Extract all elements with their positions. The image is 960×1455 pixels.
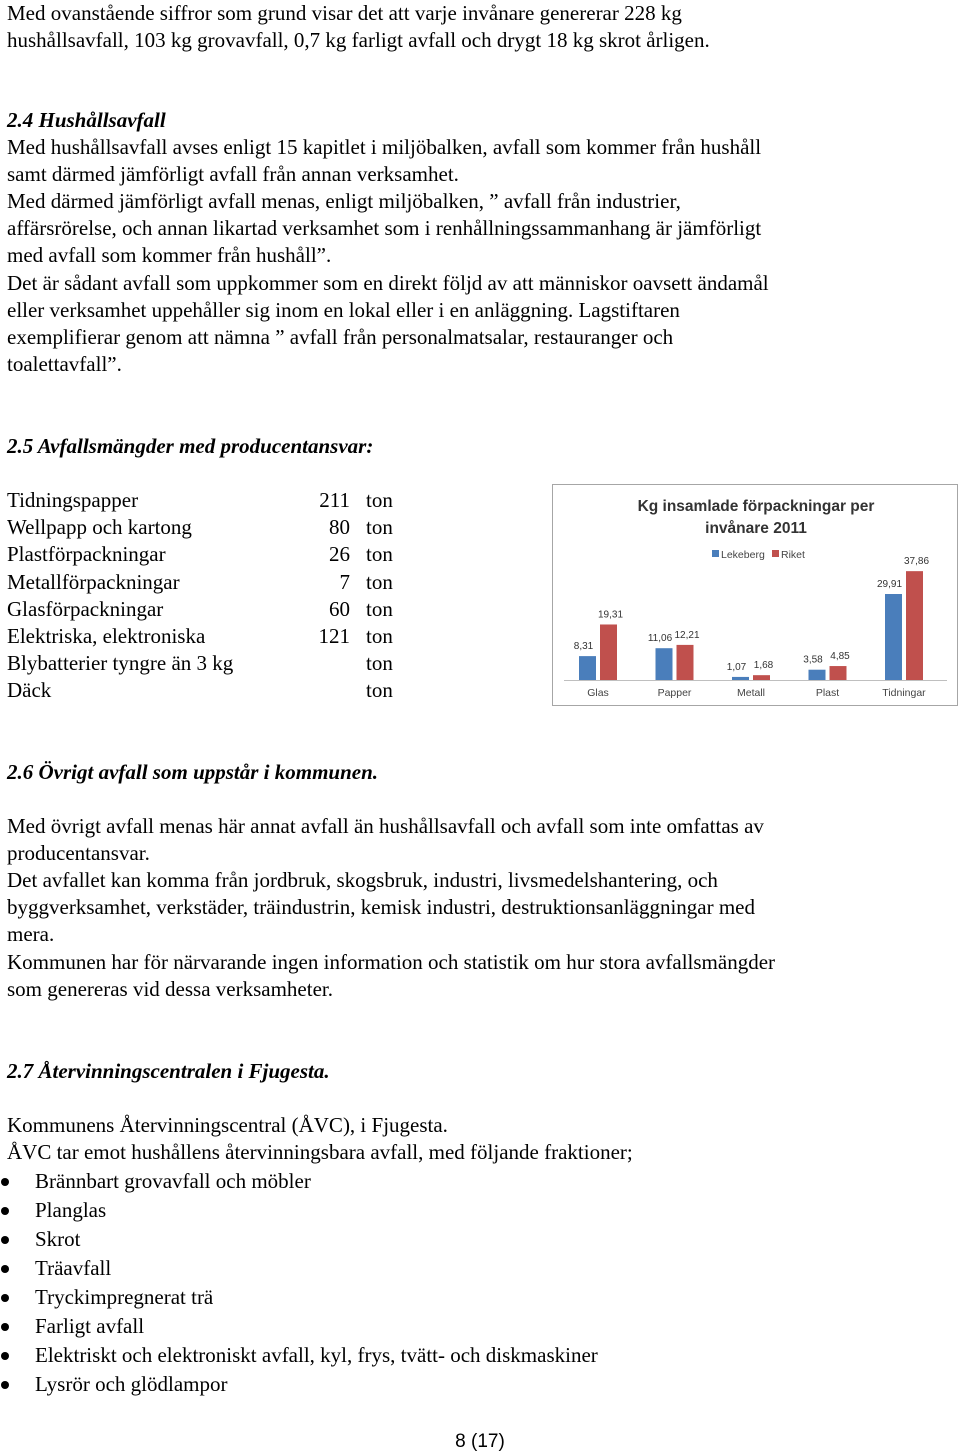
row-unit: ton bbox=[366, 570, 393, 594]
row-unit: ton bbox=[366, 515, 393, 539]
row-unit: ton bbox=[366, 597, 393, 621]
bullet-icon bbox=[1, 1381, 9, 1389]
category-label: Glas bbox=[587, 687, 609, 699]
heading-2-4: 2.4 Hushållsavfall bbox=[7, 108, 166, 132]
data-label: 29,91 bbox=[876, 579, 903, 591]
heading-2-5: 2.5 Avfallsmängder med producentansvar: bbox=[7, 434, 374, 458]
s27-line: ÅVC tar emot hushållens återvinningsbara avfall, med följande fraktioner; bbox=[7, 1140, 633, 1164]
bar-riket-plast bbox=[830, 666, 847, 680]
row-unit: ton bbox=[366, 624, 393, 648]
legend-swatch-lekeberg bbox=[712, 550, 719, 557]
table-row bbox=[7, 514, 407, 541]
row-value: 26 bbox=[329, 542, 350, 566]
legend-label-riket: Riket bbox=[781, 549, 805, 561]
s24-line: Med därmed jämförligt avfall menas, enligt miljöbalken, ” avfall från industrier, bbox=[7, 189, 681, 213]
s26-line: mera. bbox=[7, 922, 55, 946]
list-item-text: Farligt avfall bbox=[35, 1314, 145, 1338]
s26-line: producentansvar. bbox=[7, 841, 150, 865]
table-row bbox=[7, 596, 407, 623]
bar-lekeberg-papper bbox=[656, 648, 673, 680]
s24-line: med avfall som kommer från hushåll”. bbox=[7, 243, 332, 267]
bar-riket-papper bbox=[677, 645, 694, 680]
bullet-icon bbox=[1, 1265, 9, 1273]
table-row bbox=[7, 541, 407, 568]
row-name: Glasförpackningar bbox=[7, 597, 164, 621]
list-item-text: Tryckimpregnerat trä bbox=[35, 1285, 214, 1309]
s24-line: toalettavfall”. bbox=[7, 352, 122, 376]
data-label: 1,68 bbox=[753, 660, 774, 672]
category-label: Tidningar bbox=[882, 687, 926, 699]
list-item-text: Planglas bbox=[35, 1198, 107, 1222]
row-unit: ton bbox=[366, 678, 393, 702]
legend-label-lekeberg: Lekeberg bbox=[721, 549, 765, 561]
data-label: 12,21 bbox=[674, 629, 700, 641]
row-name: Däck bbox=[7, 678, 52, 702]
legend-swatch-riket bbox=[772, 550, 779, 557]
s24-line: eller verksamhet uppehåller sig inom en lokal eller i en anläggning. Lagstiftaren bbox=[7, 298, 680, 322]
bullet-icon bbox=[1, 1294, 9, 1302]
row-value: 7 bbox=[339, 570, 350, 594]
list-item-text: Skrot bbox=[35, 1227, 81, 1251]
heading-2-6: 2.6 Övrigt avfall som uppstår i kommunen. bbox=[7, 760, 379, 784]
data-label: 1,07 bbox=[726, 661, 747, 673]
row-value: 80 bbox=[329, 515, 350, 539]
page-number: 8 (17) bbox=[455, 1431, 505, 1452]
list-item-text: Brännbart grovavfall och möbler bbox=[35, 1169, 311, 1193]
bar-riket-tidningar bbox=[906, 571, 923, 680]
intro-line-1: Med ovanstående siffror som grund visar det att varje invånare genererar 228 kg bbox=[7, 1, 682, 25]
data-label: 11,06 bbox=[647, 633, 673, 645]
s27-line: Kommunens Återvinningscentral (ÅVC), i Fjugesta. bbox=[7, 1113, 448, 1137]
data-label: 8,31 bbox=[573, 641, 594, 653]
heading-2-7: 2.7 Återvinningscentralen i Fjugesta. bbox=[7, 1059, 330, 1083]
row-name: Blybatterier tyngre än 3 kg bbox=[7, 651, 234, 675]
row-value: 60 bbox=[329, 597, 350, 621]
row-unit: ton bbox=[366, 651, 393, 675]
s26-line: Med övrigt avfall menas här annat avfall än hushållsavfall och avfall som inte omfattas av bbox=[7, 814, 764, 838]
bullet-icon bbox=[1, 1178, 9, 1186]
row-name: Tidningspapper bbox=[7, 488, 139, 512]
bar-lekeberg-tidningar bbox=[885, 594, 902, 680]
list-item-text: Elektriskt och elektroniskt avfall, kyl, frys, tvätt- och diskmaskiner bbox=[35, 1343, 598, 1367]
table-row bbox=[7, 677, 407, 704]
row-name: Plastförpackningar bbox=[7, 542, 166, 566]
bar-lekeberg-glas bbox=[579, 656, 596, 680]
table-row bbox=[7, 623, 407, 650]
bar-riket-glas bbox=[600, 624, 617, 680]
chart-title-line-1: Kg insamlade förpackningar per bbox=[637, 498, 875, 515]
packaging-bar-chart bbox=[552, 484, 958, 706]
bar-riket-metall bbox=[753, 675, 770, 680]
s24-line: Det är sådant avfall som uppkommer som en direkt följd av att människor oavsett ändamål bbox=[7, 271, 769, 295]
bullet-icon bbox=[1, 1236, 9, 1244]
s24-line: samt därmed jämförligt avfall från annan verksamhet. bbox=[7, 162, 459, 186]
row-unit: ton bbox=[366, 542, 393, 566]
row-name: Elektriska, elektroniska bbox=[7, 624, 206, 648]
table-row bbox=[7, 487, 407, 514]
chart-title-line-2: invånare 2011 bbox=[705, 520, 807, 537]
s24-line: Med hushållsavfall avses enligt 15 kapitlet i miljöbalken, avfall som kommer från hushåll bbox=[7, 135, 762, 159]
category-label: Plast bbox=[815, 687, 840, 699]
table-row bbox=[7, 650, 407, 677]
data-label: 19,31 bbox=[597, 609, 624, 621]
data-label: 3,58 bbox=[803, 654, 823, 666]
row-value: 121 bbox=[318, 624, 350, 648]
bullet-icon bbox=[1, 1352, 9, 1360]
s26-line: Kommunen har för närvarande ingen information och statistik om hur stora avfallsmängder bbox=[7, 950, 776, 974]
s26-line: som genereras vid dessa verksamheter. bbox=[7, 977, 333, 1001]
s24-line: affärsrörelse, och annan likartad verksamhet som i renhållningssammanhang är jämförligt bbox=[7, 216, 762, 240]
bullet-icon bbox=[1, 1323, 9, 1331]
list-item-text: Träavfall bbox=[35, 1256, 112, 1280]
bar-lekeberg-metall bbox=[732, 677, 749, 680]
intro-line-2: hushållsavfall, 103 kg grovavfall, 0,7 kg farligt avfall och drygt 18 kg skrot årligen. bbox=[7, 28, 710, 52]
row-name: Metallförpackningar bbox=[7, 570, 180, 594]
data-label: 37,86 bbox=[903, 556, 930, 568]
bar-lekeberg-plast bbox=[809, 670, 826, 680]
table-row bbox=[7, 569, 407, 596]
category-label: Metall bbox=[736, 687, 766, 699]
row-unit: ton bbox=[366, 488, 393, 512]
s24-line: exemplifierar genom att nämna ” avfall från personalmatsalar, restauranger och bbox=[7, 325, 674, 349]
s26-line: byggverksamhet, verkstäder, träindustrin, kemisk industri, destruktionsanläggningar med bbox=[7, 895, 756, 919]
list-item-text: Lysrör och glödlampor bbox=[35, 1372, 228, 1396]
s26-line: Det avfallet kan komma från jordbruk, skogsbruk, industri, livsmedelshantering, och bbox=[7, 868, 718, 892]
row-name: Wellpapp och kartong bbox=[7, 515, 192, 539]
category-label: Papper bbox=[657, 687, 692, 699]
row-value: 211 bbox=[319, 488, 350, 512]
bullet-icon bbox=[1, 1207, 9, 1215]
data-label: 4,85 bbox=[830, 651, 850, 663]
